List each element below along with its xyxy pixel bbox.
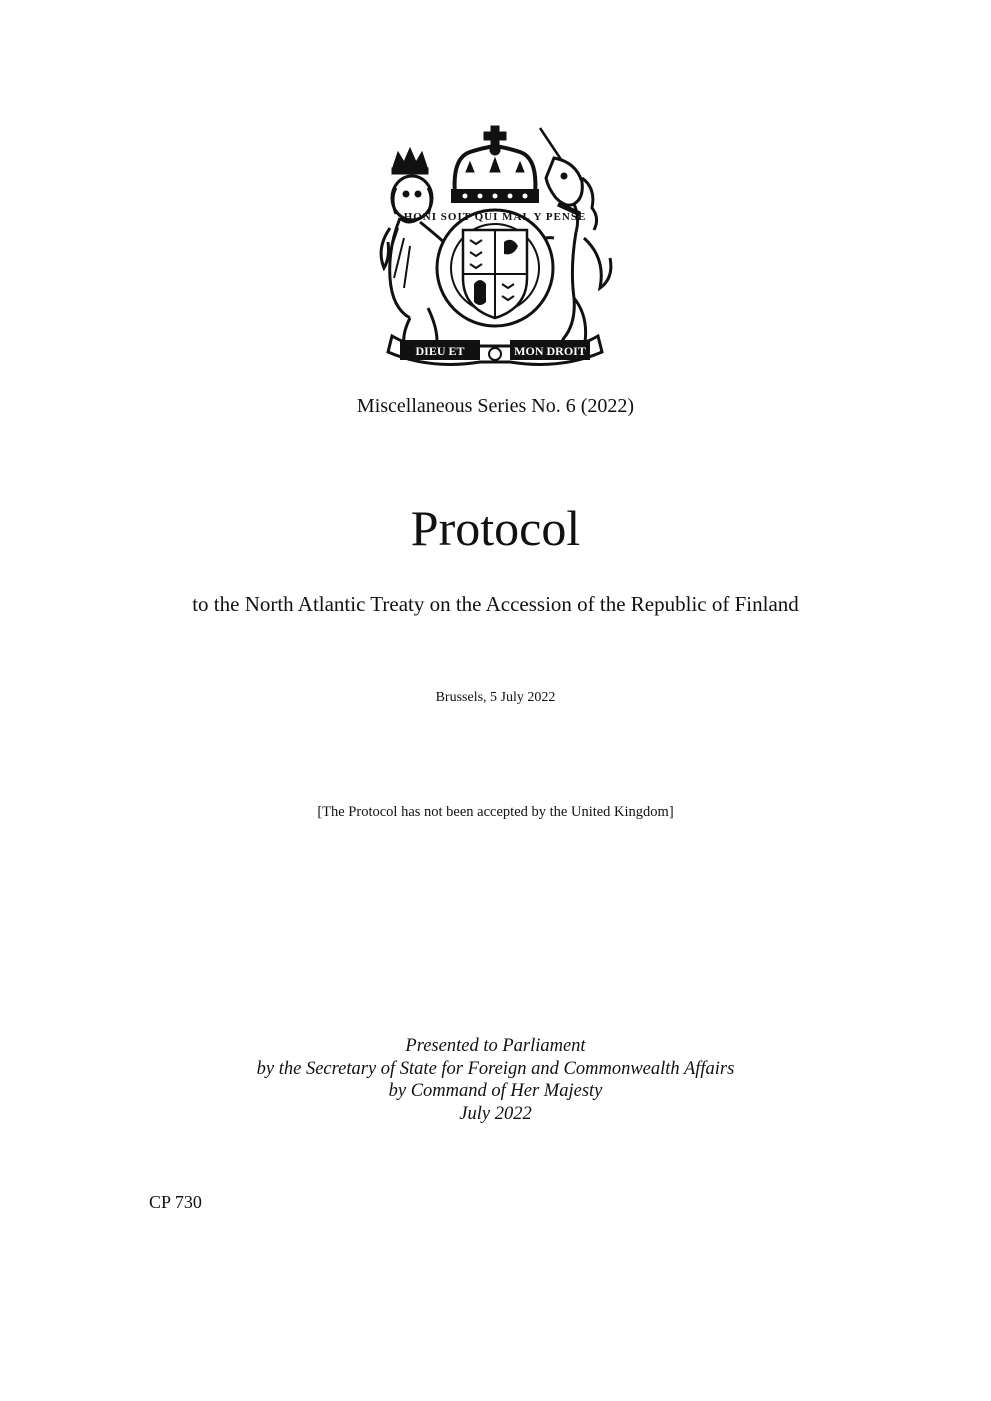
- presentation-line: Presented to Parliament: [405, 1036, 586, 1056]
- presentation-date: July 2022: [459, 1103, 532, 1124]
- motto-right-text: MON DROIT: [514, 344, 586, 358]
- presentation-line: by Command of Her Majesty: [388, 1081, 603, 1101]
- shield-garter-icon: [404, 210, 587, 326]
- acceptance-note: [The Protocol has not been accepted by the United Kingdom]: [317, 804, 674, 820]
- presentation-block: [0, 1035, 991, 1125]
- presentation-line: by the Secretary of State for Foreign and Commonwealth Affairs: [256, 1058, 735, 1079]
- crown-icon: [452, 126, 538, 202]
- lion-crown-icon: [392, 148, 428, 174]
- motto-left-text: DIEU ET: [415, 344, 465, 358]
- motto-scroll-icon: [388, 336, 602, 364]
- garter-motto-text: HONI SOIT QUI MAL Y PENSE: [403, 211, 587, 223]
- document-subtitle: to the North Atlantic Treaty on the Accession of the Republic of Finland: [192, 592, 799, 616]
- place-and-date: Brussels, 5 July 2022: [435, 690, 556, 705]
- command-paper-number: CP 730: [149, 1192, 202, 1212]
- series-number: Miscellaneous Series No. 6 (2022): [356, 395, 635, 417]
- document-title: Protocol: [410, 500, 581, 556]
- royal-coat-of-arms-logo: [370, 118, 620, 370]
